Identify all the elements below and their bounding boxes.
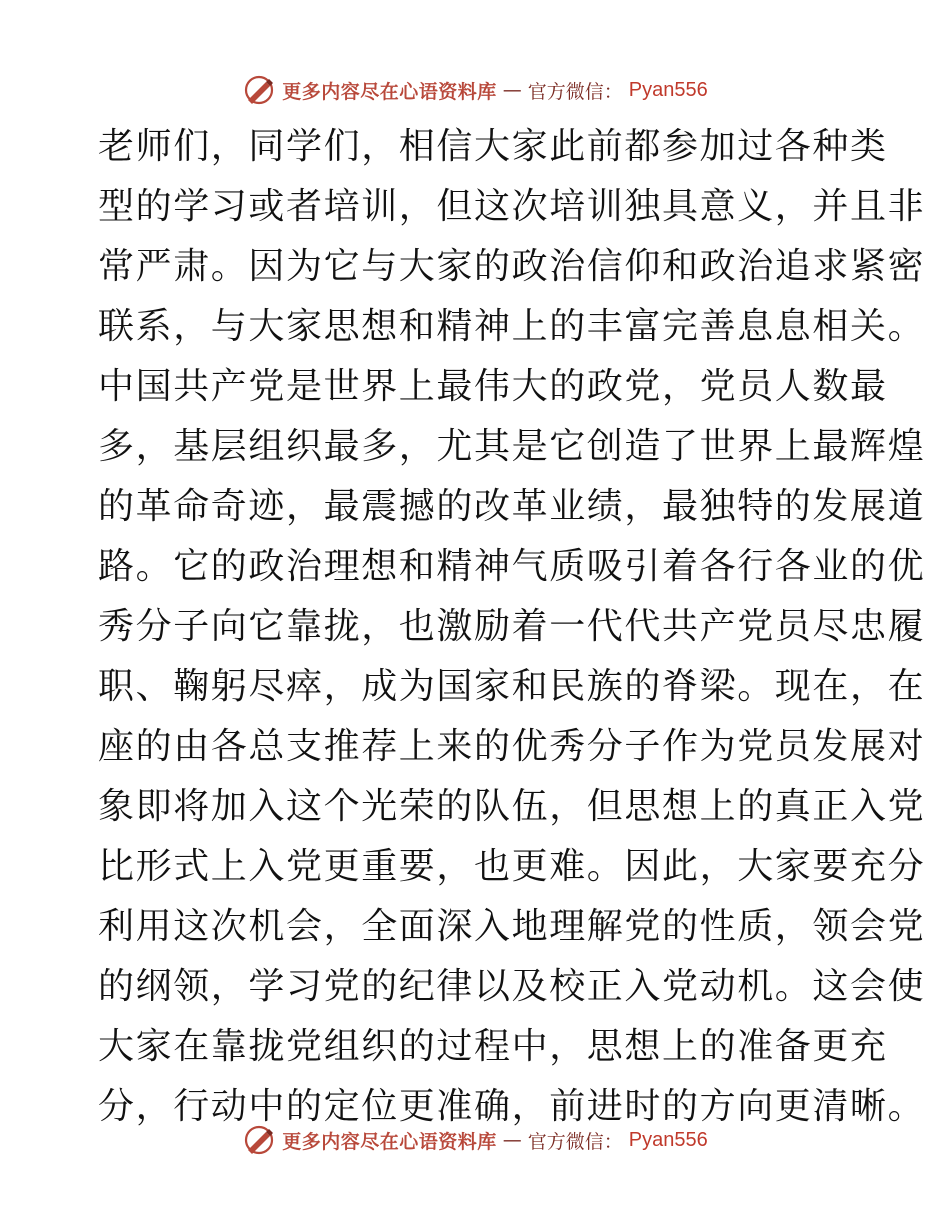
body-line: 秀分子向它靠拢，也激励着一代代共产党员尽忠履 [98,606,926,647]
footer-wechat-id: Pyan556 [628,1128,708,1151]
body-line: 大家在靠拢党组织的过程中，思想上的准备更充 [98,1026,888,1067]
body-line: 职、鞠躬尽瘁，成为国家和民族的脊梁。现在，在 [98,666,926,707]
body-line: 座的由各总支推荐上来的优秀分子作为党员发展对 [98,726,926,767]
body-line: 的革命奇迹，最震撼的改革业绩，最独特的发展道 [98,486,926,527]
pen-logo-icon [242,73,276,107]
body-line: 利用这次机会，全面深入地理解党的性质，领会党 [98,906,926,947]
header-wechat-id: Pyan556 [628,78,708,101]
body-line: 分，行动中的定位更准确，前进时的方向更清晰。 [98,1086,926,1127]
header-banner [0,72,950,108]
body-line: 多，基层组织最多，尤其是它创造了世界上最辉煌 [98,426,926,467]
header-promo-text: 更多内容尽在心语资料库 [282,80,497,103]
footer-wechat-label: 官方微信： [527,1130,623,1153]
body-line: 路。它的政治理想和精神气质吸引着各行各业的优 [98,546,926,587]
document-body [98,117,926,1137]
footer-dash: — [502,1129,522,1151]
header-dash: — [502,79,522,101]
body-line: 联系，与大家思想和精神上的丰富完善息息相关。 [98,306,926,347]
body-line: 的纲领，学习党的纪律以及校正入党动机。这会使 [98,966,926,1007]
body-line: 型的学习或者培训，但这次培训独具意义，并且非 [98,186,926,227]
footer-promo-text: 更多内容尽在心语资料库 [282,1130,497,1153]
body-line: 象即将加入这个光荣的队伍，但思想上的真正入党 [98,786,926,827]
body-line: 比形式上入党更重要，也更难。因此，大家要充分 [98,846,926,887]
header-wechat-label: 官方微信： [527,80,623,103]
pen-logo-icon [242,1123,276,1157]
body-line: 中国共产党是世界上最伟大的政党，党员人数最 [98,366,888,407]
body-line: 常严肃。因为它与大家的政治信仰和政治追求紧密 [98,246,926,287]
body-line: 老师们，同学们，相信大家此前都参加过各种类 [98,126,888,167]
footer-banner [0,1122,950,1158]
